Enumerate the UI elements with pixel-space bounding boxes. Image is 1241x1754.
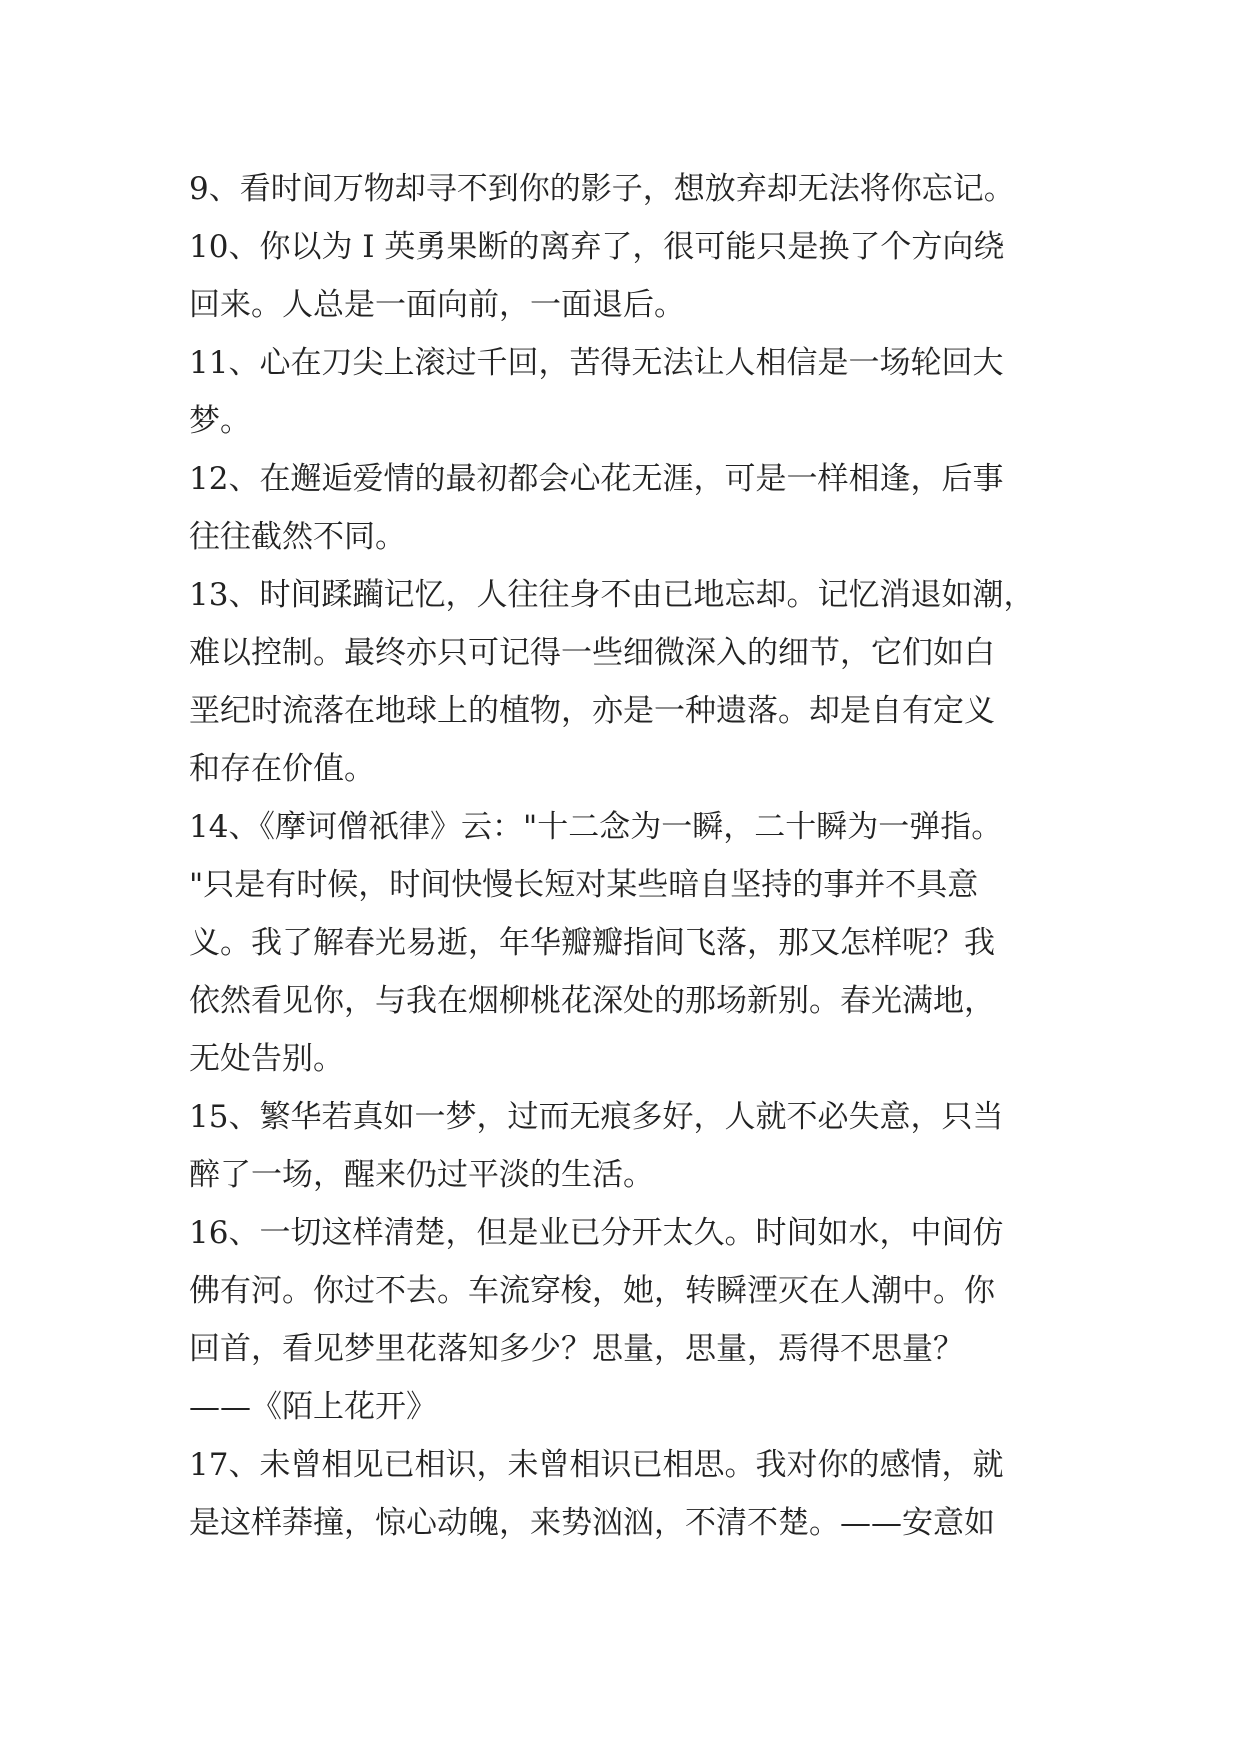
text-line: 回首，看见梦里花落知多少？思量，思量，焉得不思量？ (189, 1331, 964, 1367)
quote-paragraph-13 (189, 566, 1089, 798)
text-line: 17、未曾相见已相识，未曾相识已相思。我对你的感情，就 (189, 1447, 1004, 1483)
text-line: 9、看时间万物却寻不到你的影子，想放弃却无法将你忘记。 (189, 171, 1015, 207)
text-line: 无处告别。 (189, 1041, 344, 1077)
document-body (189, 160, 1089, 1552)
text-line: 11、心在刀尖上滚过千回，苦得无法让人相信是一场轮回大 (189, 345, 1004, 381)
text-line: 难以控制。最终亦只可记得一些细微深入的细节，它们如白 (189, 635, 995, 671)
quote-paragraph-12 (189, 450, 1089, 566)
text-line: 往往截然不同。 (189, 519, 406, 555)
text-line: 13、时间蹂躏记忆，人往往身不由已地忘却。记忆消退如潮， (189, 577, 1035, 613)
text-line: 义。我了解春光易逝，年华瓣瓣指间飞落，那又怎样呢？我 (189, 925, 995, 961)
text-line: ——《陌上花开》 (189, 1389, 437, 1425)
text-line: 14、《摩诃僧祇律》云："十二念为一瞬，二十瞬为一弹指。 (189, 809, 1003, 845)
quote-paragraph-15 (189, 1088, 1089, 1204)
text-line: 是这样莽撞，惊心动魄，来势汹汹，不清不楚。——安意如 (189, 1505, 995, 1541)
text-line: 10、你以为 I 英勇果断的离弃了，很可能只是换了个方向绕 (189, 229, 1005, 265)
quote-paragraph-10 (189, 218, 1089, 334)
quote-paragraph-9 (189, 160, 1089, 218)
text-line: 15、繁华若真如一梦，过而无痕多好，人就不必失意，只当 (189, 1099, 1004, 1135)
text-line: 依然看见你，与我在烟柳桃花深处的那场新别。春光满地， (189, 983, 995, 1019)
quote-paragraph-14 (189, 798, 1089, 1088)
text-line: 12、在邂逅爱情的最初都会心花无涯，可是一样相逢，后事 (189, 461, 1004, 497)
quote-paragraph-16 (189, 1204, 1089, 1436)
quote-paragraph-11 (189, 334, 1089, 450)
text-line: 佛有河。你过不去。车流穿梭，她，转瞬湮灭在人潮中。你 (189, 1273, 995, 1309)
text-line: 梦。 (189, 403, 251, 439)
text-line: "只是有时候，时间快慢长短对某些暗自坚持的事并不具意 (189, 867, 979, 903)
text-line: 垩纪时流落在地球上的植物，亦是一种遗落。却是自有定义 (189, 693, 995, 729)
text-line: 醉了一场，醒来仍过平淡的生活。 (189, 1157, 654, 1193)
text-line: 16、一切这样清楚，但是业已分开太久。时间如水，中间仿 (189, 1215, 1004, 1251)
text-line: 回来。人总是一面向前，一面退后。 (189, 287, 685, 323)
text-line: 和存在价值。 (189, 751, 375, 787)
quote-paragraph-17 (189, 1436, 1089, 1552)
